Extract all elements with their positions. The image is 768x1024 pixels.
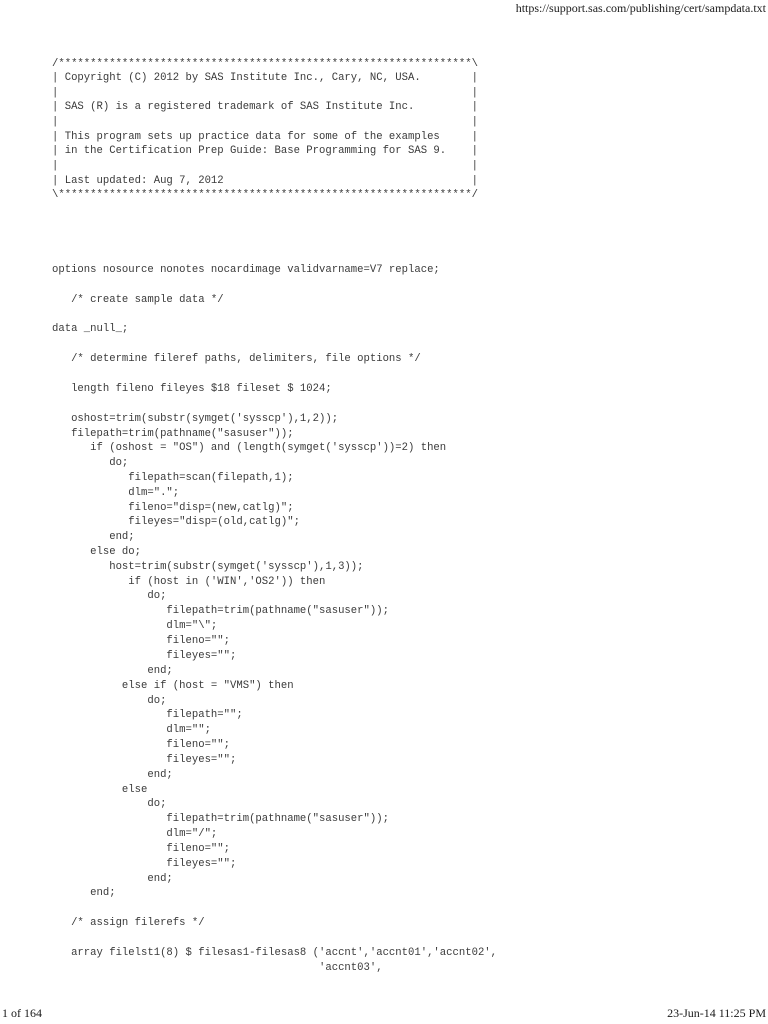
- print-timestamp: 23-Jun-14 11:25 PM: [667, 1006, 766, 1020]
- code-line: do;: [52, 457, 129, 469]
- code-line: dlm=".";: [52, 487, 180, 499]
- code-line: dlm="/";: [52, 828, 218, 840]
- code-line: /* determine fileref paths, delimiters, file options */: [52, 353, 421, 365]
- code-line: array filelst1(8) $ filesas1-filesas8 ('accnt','accnt01','accnt02',: [52, 947, 498, 959]
- code-line: | in the Certification Prep Guide: Base Programming for SAS 9. |: [52, 145, 478, 157]
- code-line: oshost=trim(substr(symget('sysscp'),1,2));: [52, 413, 339, 425]
- code-line: fileyes="disp=(old,catlg)";: [52, 516, 300, 528]
- code-line: | SAS (R) is a registered trademark of SAS Institute Inc. |: [52, 101, 478, 113]
- code-line: /* create sample data */: [52, 294, 224, 306]
- code-line: do;: [52, 798, 167, 810]
- code-line: | Copyright (C) 2012 by SAS Institute Inc., Cary, NC, USA. |: [52, 72, 478, 84]
- code-line: end;: [52, 665, 173, 677]
- code-line: options nosource nonotes nocardimage validvarname=V7 replace;: [52, 264, 440, 276]
- code-line: | |: [52, 160, 478, 172]
- page-number: 1 of 164: [2, 1006, 42, 1020]
- code-line: do;: [52, 695, 167, 707]
- code-line: data _null_;: [52, 323, 129, 335]
- code-line: fileno="";: [52, 843, 231, 855]
- code-line: filepath=scan(filepath,1);: [52, 472, 294, 484]
- code-line: host=trim(substr(symget('sysscp'),1,3));: [52, 561, 364, 573]
- code-line: filepath=trim(pathname("sasuser"));: [52, 813, 389, 825]
- code-line: length fileno fileyes $18 fileset $ 1024;: [52, 383, 332, 395]
- code-line: fileno="disp=(new,catlg)";: [52, 502, 294, 514]
- code-line: else do;: [52, 546, 142, 558]
- code-line: end;: [52, 873, 173, 885]
- code-line: dlm="";: [52, 724, 211, 736]
- code-line: if (host in ('WIN','OS2')) then: [52, 576, 326, 588]
- page-header-url: https://support.sas.com/publishing/cert/sampdata.txt: [515, 1, 766, 15]
- code-line: fileno="";: [52, 739, 231, 751]
- code-line: else if (host = "VMS") then: [52, 680, 294, 692]
- code-line: dlm="\";: [52, 620, 218, 632]
- code-line: filepath="";: [52, 709, 243, 721]
- code-line: | |: [52, 87, 478, 99]
- code-line: 'accnt03',: [52, 962, 383, 974]
- code-line: end;: [52, 531, 135, 543]
- code-line: filepath=trim(pathname("sasuser"));: [52, 428, 294, 440]
- code-line: | |: [52, 116, 478, 128]
- code-line: if (oshost = "OS") and (length(symget('sysscp'))=2) then: [52, 442, 447, 454]
- code-line: \*****************************************************************/: [52, 189, 478, 201]
- code-line: do;: [52, 590, 167, 602]
- code-line: fileyes="";: [52, 650, 237, 662]
- code-line: /* assign filerefs */: [52, 917, 205, 929]
- code-line: | This program sets up practice data for some of the examples |: [52, 131, 478, 143]
- code-line: else: [52, 784, 148, 796]
- code-line: fileno="";: [52, 635, 231, 647]
- code-line: /*****************************************************************\: [52, 58, 478, 70]
- code-line: fileyes="";: [52, 858, 237, 870]
- code-line: end;: [52, 887, 116, 899]
- code-line: fileyes="";: [52, 754, 237, 766]
- code-line: | Last updated: Aug 7, 2012 |: [52, 175, 478, 187]
- code-line: end;: [52, 769, 173, 781]
- code-line: filepath=trim(pathname("sasuser"));: [52, 605, 389, 617]
